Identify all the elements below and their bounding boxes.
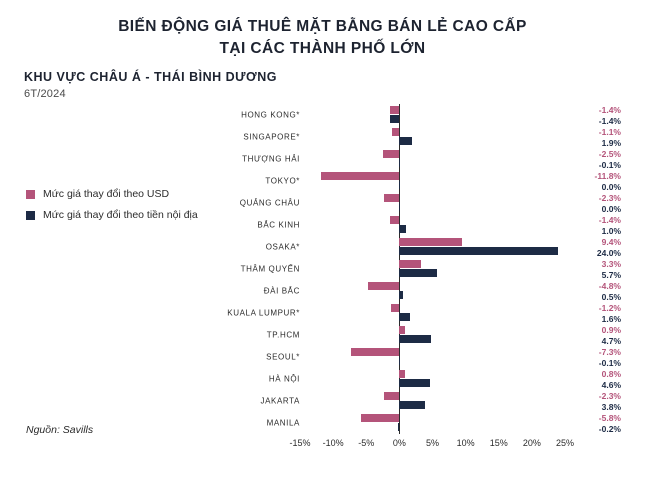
bar-usd [383,150,400,158]
category-label: KUALA LUMPUR* [227,308,300,318]
category-label: SEOUL* [266,352,300,362]
category-label: THÂM QUYẾN [240,264,300,274]
bar-local [399,159,400,167]
bar-local [399,247,558,255]
axis-tick-label: 25% [555,438,575,448]
value-label: -2.3% [598,193,621,203]
axis-tick-label: 10% [456,438,475,448]
bar-usd [390,216,399,224]
axis-tick-label: 15% [489,438,508,448]
bar-local [399,137,412,145]
category-label: ĐÀI BẮC [263,286,300,296]
value-label: 0.8% [601,369,621,379]
bar-local [399,291,402,299]
bar-usd [368,282,400,290]
value-label: -1.4% [598,116,621,126]
chart-period: 6T/2024 [24,88,66,100]
category-label: TP.HCM [266,330,300,340]
bar-local [399,313,410,321]
bar-local [399,181,400,189]
axis-tick-label: 20% [522,438,541,448]
bar-usd [391,304,399,312]
bar-local [390,115,399,123]
bar-local [399,401,424,409]
bar-usd [399,326,405,334]
plot-area [300,104,565,434]
value-label: 24.0% [596,248,621,258]
value-label: -0.2% [598,424,621,434]
category-label: THƯỢNG HẢI [242,154,300,164]
bar-local [398,423,399,431]
legend-label-local: Mức giá thay đổi theo tiền nội địa [43,209,198,221]
value-label: 0.0% [601,182,621,192]
page-title-line-2: TẠI CÁC THÀNH PHỐ LỚN [219,40,426,58]
value-label: 1.9% [601,138,621,148]
bar-local [399,269,437,277]
value-label: 1.6% [601,314,621,324]
category-label: HONG KONG* [241,110,300,120]
category-label: OSAKA* [265,242,300,252]
bar-usd [384,194,399,202]
value-label: 0.0% [601,204,621,214]
category-label: MANILA [266,418,300,428]
bar-usd [361,414,399,422]
value-label: -2.5% [598,149,621,159]
value-label: -1.2% [598,303,621,313]
axis-tick-label: -5% [358,438,375,448]
category-label: JAKARTA [260,396,300,406]
axis-tick-label: 5% [425,438,440,448]
category-label: QUẢNG CHÂU [239,198,300,208]
bar-local [399,335,430,343]
value-labels [575,104,635,434]
category-label: HÀ NỘI [268,374,300,384]
value-label: -0.1% [598,358,621,368]
legend-label-usd: Mức giá thay đổi theo USD [43,188,170,200]
chart-area [0,104,645,454]
value-label: 3.3% [601,259,621,269]
bar-local [399,357,400,365]
category-label: TOKYO* [265,176,300,186]
value-label: 9.4% [601,237,621,247]
value-label: -11.8% [594,171,621,181]
bar-usd [399,370,404,378]
value-label: 4.6% [601,380,621,390]
bar-local [399,203,400,211]
value-label: -1.1% [598,127,621,137]
bar-usd [321,172,399,180]
chart-subtitle: KHU VỰC CHÂU Á - THÁI BÌNH DƯƠNG [24,70,277,84]
value-label: -1.4% [598,105,621,115]
bar-usd [384,392,399,400]
value-label: -4.8% [598,281,621,291]
bar-usd [351,348,399,356]
bar-usd [399,260,421,268]
bar-usd [392,128,399,136]
page-title-line-1: BIẾN ĐỘNG GIÁ THUÊ MẶT BẰNG BÁN LẺ CAO CẤP [118,18,527,35]
axis-tick-label: 0% [392,438,406,448]
category-axis [0,104,300,434]
value-label: 1.0% [601,226,621,236]
bar-local [399,379,429,387]
value-label: 5.7% [601,270,621,280]
value-label: 0.5% [601,292,621,302]
value-label: -7.3% [598,347,621,357]
bar-usd [390,106,399,114]
category-label: SINGAPORE* [243,132,300,142]
value-label: -1.4% [598,215,621,225]
category-label: BẮC KINH [257,220,300,230]
bar-usd [399,238,461,246]
axis-tick-label: -15% [289,438,311,448]
value-label: 0.9% [601,325,621,335]
value-label: -5.8% [598,413,621,423]
value-label: -2.3% [598,391,621,401]
bar-local [399,225,406,233]
axis-tick-label: -10% [322,438,344,448]
value-label: 4.7% [601,336,621,346]
value-label: -0.1% [598,160,621,170]
source-note: Nguồn: Savills [26,424,94,436]
value-label: 3.8% [601,402,621,412]
page-title [0,16,645,61]
value-axis [289,434,575,456]
